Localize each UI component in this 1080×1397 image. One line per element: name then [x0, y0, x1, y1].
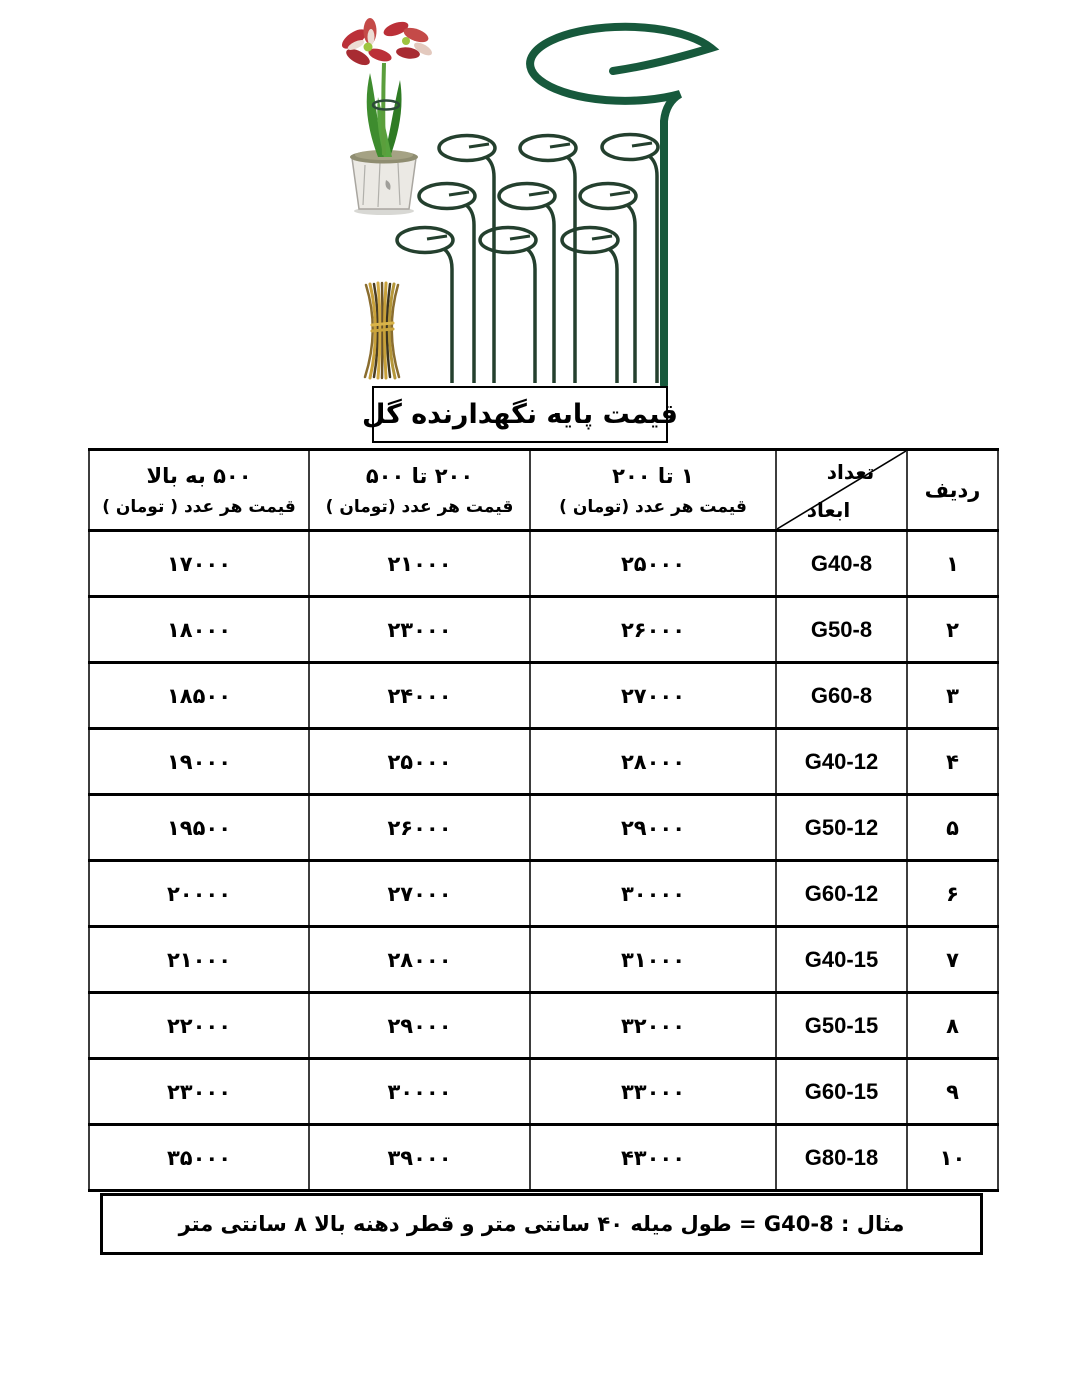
- small-ring-supports-row1: [439, 135, 658, 384]
- size-code-cell: G50-12: [776, 795, 907, 861]
- row-number-cell: ۶: [907, 861, 998, 927]
- product-image: [320, 5, 730, 390]
- price-200-500-cell: ۲۴۰۰۰: [309, 663, 530, 729]
- price-1-200-cell: ۴۳۰۰۰: [530, 1125, 776, 1191]
- table-row: [89, 597, 998, 663]
- price-1-200-cell: ۲۸۰۰۰: [530, 729, 776, 795]
- size-code-cell: G40-12: [776, 729, 907, 795]
- price-1-200-cell: ۳۰۰۰۰: [530, 861, 776, 927]
- row-number-cell: ۵: [907, 795, 998, 861]
- table-header-row: [89, 450, 998, 531]
- table-row: [89, 927, 998, 993]
- price-500-up-cell: ۱۷۰۰۰: [89, 531, 309, 597]
- amaryllis-bloom-icon: [339, 18, 434, 68]
- table-row: [89, 795, 998, 861]
- header-qty-500-up: ۵۰۰ به بالا قیمت هر عدد ( تومان ): [89, 450, 309, 531]
- price-500-up-cell: ۲۳۰۰۰: [89, 1059, 309, 1125]
- header-quantity-label: تعداد: [826, 460, 875, 484]
- price-200-500-cell: ۲۱۰۰۰: [309, 531, 530, 597]
- price-500-up-cell: ۱۸۰۰۰: [89, 597, 309, 663]
- size-code-cell: G40-8: [776, 531, 907, 597]
- price-1-200-cell: ۲۹۰۰۰: [530, 795, 776, 861]
- table-row: [89, 663, 998, 729]
- price-200-500-cell: ۲۸۰۰۰: [309, 927, 530, 993]
- price-200-500-cell: ۳۰۰۰۰: [309, 1059, 530, 1125]
- table-row: [89, 861, 998, 927]
- size-code-cell: G60-15: [776, 1059, 907, 1125]
- row-number-cell: ۹: [907, 1059, 998, 1125]
- header-qty-1-200: ۱ تا ۲۰۰ قیمت هر عدد (تومان ): [530, 450, 776, 531]
- table-row: [89, 1125, 998, 1191]
- table-row: [89, 729, 998, 795]
- price-1-200-cell: ۲۷۰۰۰: [530, 663, 776, 729]
- price-1-200-cell: ۳۱۰۰۰: [530, 927, 776, 993]
- example-note: [100, 1193, 983, 1255]
- small-ring-supports-row3: [397, 228, 618, 384]
- price-500-up-cell: ۱۸۵۰۰: [89, 663, 309, 729]
- row-number-cell: ۱: [907, 531, 998, 597]
- header-dimensions-label: ابعاد: [806, 498, 851, 522]
- price-500-up-cell: ۲۲۰۰۰: [89, 993, 309, 1059]
- price-200-500-cell: ۲۹۰۰۰: [309, 993, 530, 1059]
- price-200-500-cell: ۲۵۰۰۰: [309, 729, 530, 795]
- size-code-cell: G40-15: [776, 927, 907, 993]
- amaryllis-flower-pot-icon: [339, 18, 434, 215]
- price-500-up-cell: ۲۱۰۰۰: [89, 927, 309, 993]
- bamboo-sticks-bundle-icon: [365, 283, 399, 378]
- page-title-text: قیمت پایه نگهدارنده گل: [362, 399, 678, 430]
- row-number-cell: ۲: [907, 597, 998, 663]
- header-qty-200-500: ۲۰۰ تا ۵۰۰ قیمت هر عدد (تومان ): [309, 450, 530, 531]
- price-1-200-cell: ۳۲۰۰۰: [530, 993, 776, 1059]
- price-1-200-cell: ۲۶۰۰۰: [530, 597, 776, 663]
- table-row: [89, 531, 998, 597]
- size-code-cell: G50-8: [776, 597, 907, 663]
- size-code-cell: G50-15: [776, 993, 907, 1059]
- page-title: [362, 386, 678, 443]
- price-200-500-cell: ۲۷۰۰۰: [309, 861, 530, 927]
- row-number-cell: ۳: [907, 663, 998, 729]
- price-table: [88, 448, 999, 1192]
- price-500-up-cell: ۱۹۵۰۰: [89, 795, 309, 861]
- row-number-cell: ۸: [907, 993, 998, 1059]
- example-note-text: مثال : G40-8 = طول میله ۴۰ سانتی متر و قطر دهنه بالا ۸ سانتی متر: [178, 1212, 905, 1236]
- row-number-cell: ۷: [907, 927, 998, 993]
- price-200-500-cell: ۲۳۰۰۰: [309, 597, 530, 663]
- table-row: [89, 993, 998, 1059]
- size-code-cell: G80-18: [776, 1125, 907, 1191]
- table-row: [89, 1059, 998, 1125]
- plant-supports-illustration: [320, 5, 730, 390]
- price-200-500-cell: ۲۶۰۰۰: [309, 795, 530, 861]
- header-quantity-dimensions: [776, 450, 907, 531]
- price-200-500-cell: ۳۹۰۰۰: [309, 1125, 530, 1191]
- price-500-up-cell: ۳۵۰۰۰: [89, 1125, 309, 1191]
- size-code-cell: G60-12: [776, 861, 907, 927]
- row-number-cell: ۱۰: [907, 1125, 998, 1191]
- price-1-200-cell: ۲۵۰۰۰: [530, 531, 776, 597]
- header-row-number: ردیف: [907, 450, 998, 531]
- price-1-200-cell: ۳۳۰۰۰: [530, 1059, 776, 1125]
- price-500-up-cell: ۲۰۰۰۰: [89, 861, 309, 927]
- price-500-up-cell: ۱۹۰۰۰: [89, 729, 309, 795]
- size-code-cell: G60-8: [776, 663, 907, 729]
- row-number-cell: ۴: [907, 729, 998, 795]
